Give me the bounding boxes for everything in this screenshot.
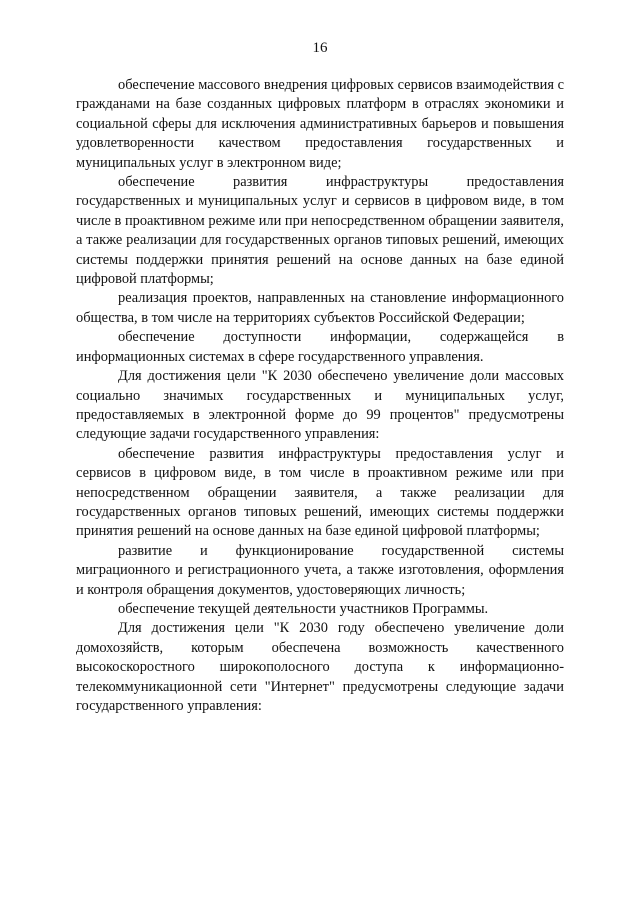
paragraph: обеспечение развития инфраструктуры предоставления услуг и сервисов в цифровом виде, в том числе в проактивном режиме или при непосредственном обращении заявителя, а также реализации для государственных органов типовых решений, имеющих системы поддержки принятия решений на основе данных на базе единой цифровой платформы; [76, 445, 564, 540]
document-body [76, 76, 564, 716]
paragraph: обеспечение текущей деятельности участников Программы. [118, 600, 489, 617]
page-number: 16 [312, 40, 328, 56]
paragraph: обеспечение массового внедрения цифровых сервисов взаимодействия с гражданами на базе созданных цифровых платформ в отраслях экономики и социальной сферы для исключения административных барьеров и повышения удовлетворенности качеством предоставления государственных и муниципальных услуг в электронном виде; [76, 77, 564, 171]
paragraph: обеспечение развития инфраструктуры предоставления государственных и муниципальных услуг и сервисов в цифровом виде, в том числе в проактивном режиме или при непосредственном обращении заявителя, а также реализации для государственных органов типовых решений, имеющих системы поддержки принятия решений на основе данных на базе единой цифровой платформы; [76, 174, 564, 288]
paragraph: развитие и функционирование государственной системы миграционного и регистрационного учета, а также изготовления, оформления и контроля обращения документов, удостоверяющих личность; [76, 542, 564, 598]
paragraph: Для достижения цели "К 2030 году обеспечено увеличение доли домохозяйств, которым обеспечена возможность качественного высокоскоростного широкополосного доступа к информационно-телекоммуникационной сети "Интернет" предусмотрены следующие задачи государственного управления: [76, 620, 564, 714]
paragraph: реализация проектов, направленных на становление информационного общества, в том числе на территориях субъектов Российской Федерации; [76, 290, 564, 326]
paragraph: обеспечение доступности информации, содержащейся в информационных системах в сфере государственного управления. [76, 329, 564, 365]
paragraph: Для достижения цели "К 2030 обеспечено увеличение доли массовых социально значимых государственных и муниципальных услуг, предоставляемых в электронной форме до 99 процентов" предусмотрены следующие задачи государственного управления: [76, 368, 564, 443]
